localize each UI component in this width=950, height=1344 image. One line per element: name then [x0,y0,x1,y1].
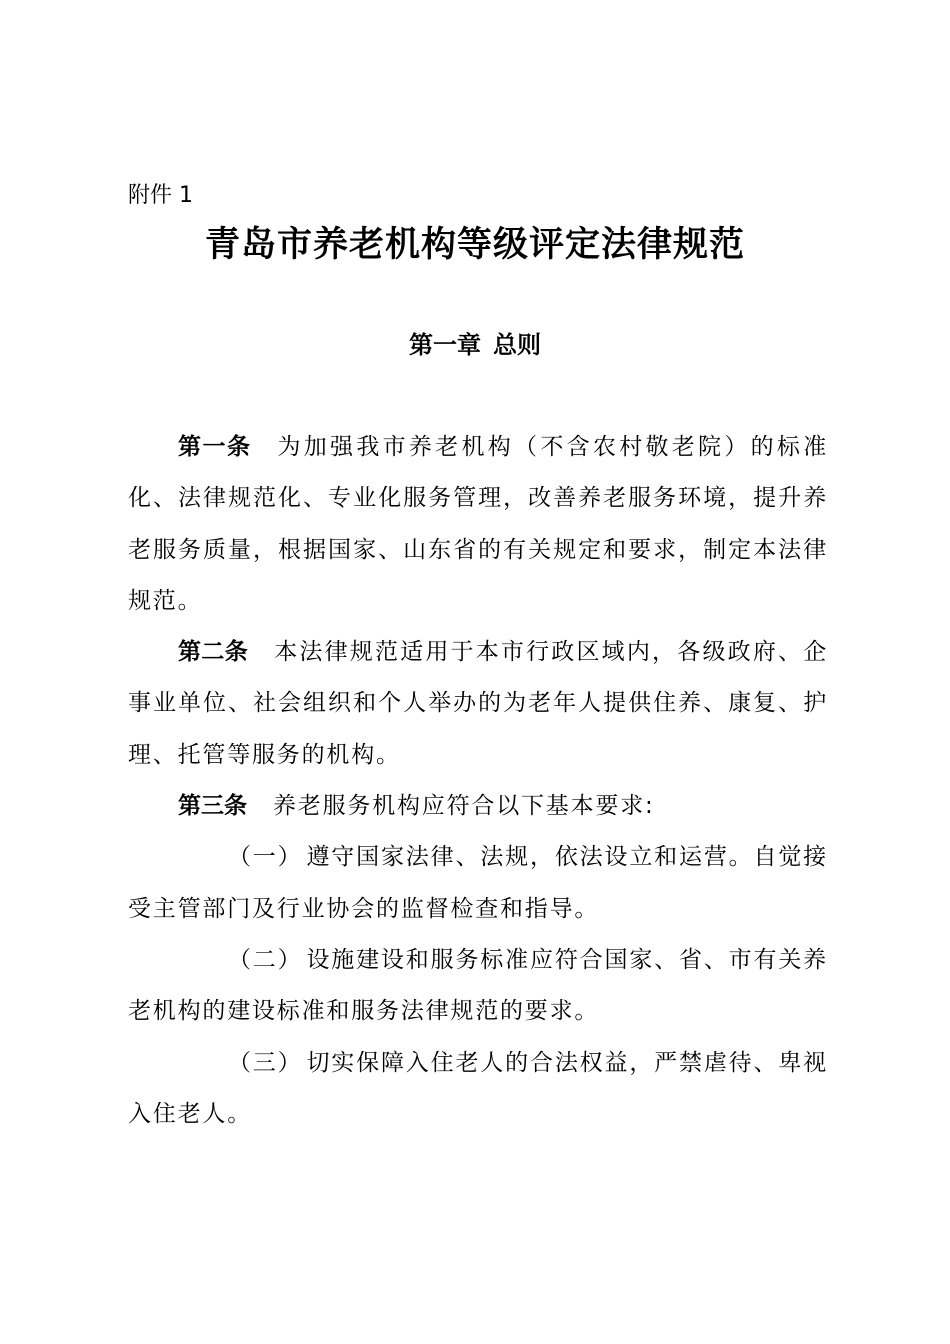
article-text: 养老服务机构应符合以下基本要求: [273,793,655,820]
item-text: 遵守国家法律、法规，依法设立和运营。自觉接受主管部门及行业协会的监督检查和指导。 [128,844,828,922]
article-3 [128,781,828,832]
item-text: 设施建设和服务标准应符合国家、省、市有关养老机构的建设标准和服务法律规范的要求。 [128,946,828,1025]
chapter-number: 第一章 [409,330,481,359]
item-3 [128,1038,828,1141]
chapter-heading [0,328,950,362]
article-1 [128,422,828,627]
article-text: 本法律规范适用于本市行政区域内，各级政府、企事业单位、社会组织和个人举办的为老年人提供住养、康复、护理、托管等服务的机构。 [128,639,829,768]
item-1 [128,832,828,935]
chapter-name: 总则 [493,330,541,359]
article-text: 为加强我市养老机构（不含农村敬老院）的标准化、法律规范化、专业化服务管理，改善养老服务环境，提升养老服务质量，根据国家、山东省的有关规定和要求，制定本法律规范。 [128,434,828,614]
item-number: （二） [228,946,303,973]
attachment-label: 附件 1 [128,183,193,208]
item-text: 切实保障入住老人的合法权益，严禁虐待、卑视入住老人。 [128,1049,828,1127]
document-body [128,422,828,1140]
article-number: 第三条 [178,793,247,820]
item-number: （一） [228,844,303,871]
article-2 [128,627,828,781]
item-number: （三） [228,1049,303,1076]
item-2 [128,935,828,1038]
article-number: 第二条 [178,639,249,666]
article-number: 第一条 [178,434,252,460]
document-title: 青岛市养老机构等级评定法律规范 [204,224,745,265]
